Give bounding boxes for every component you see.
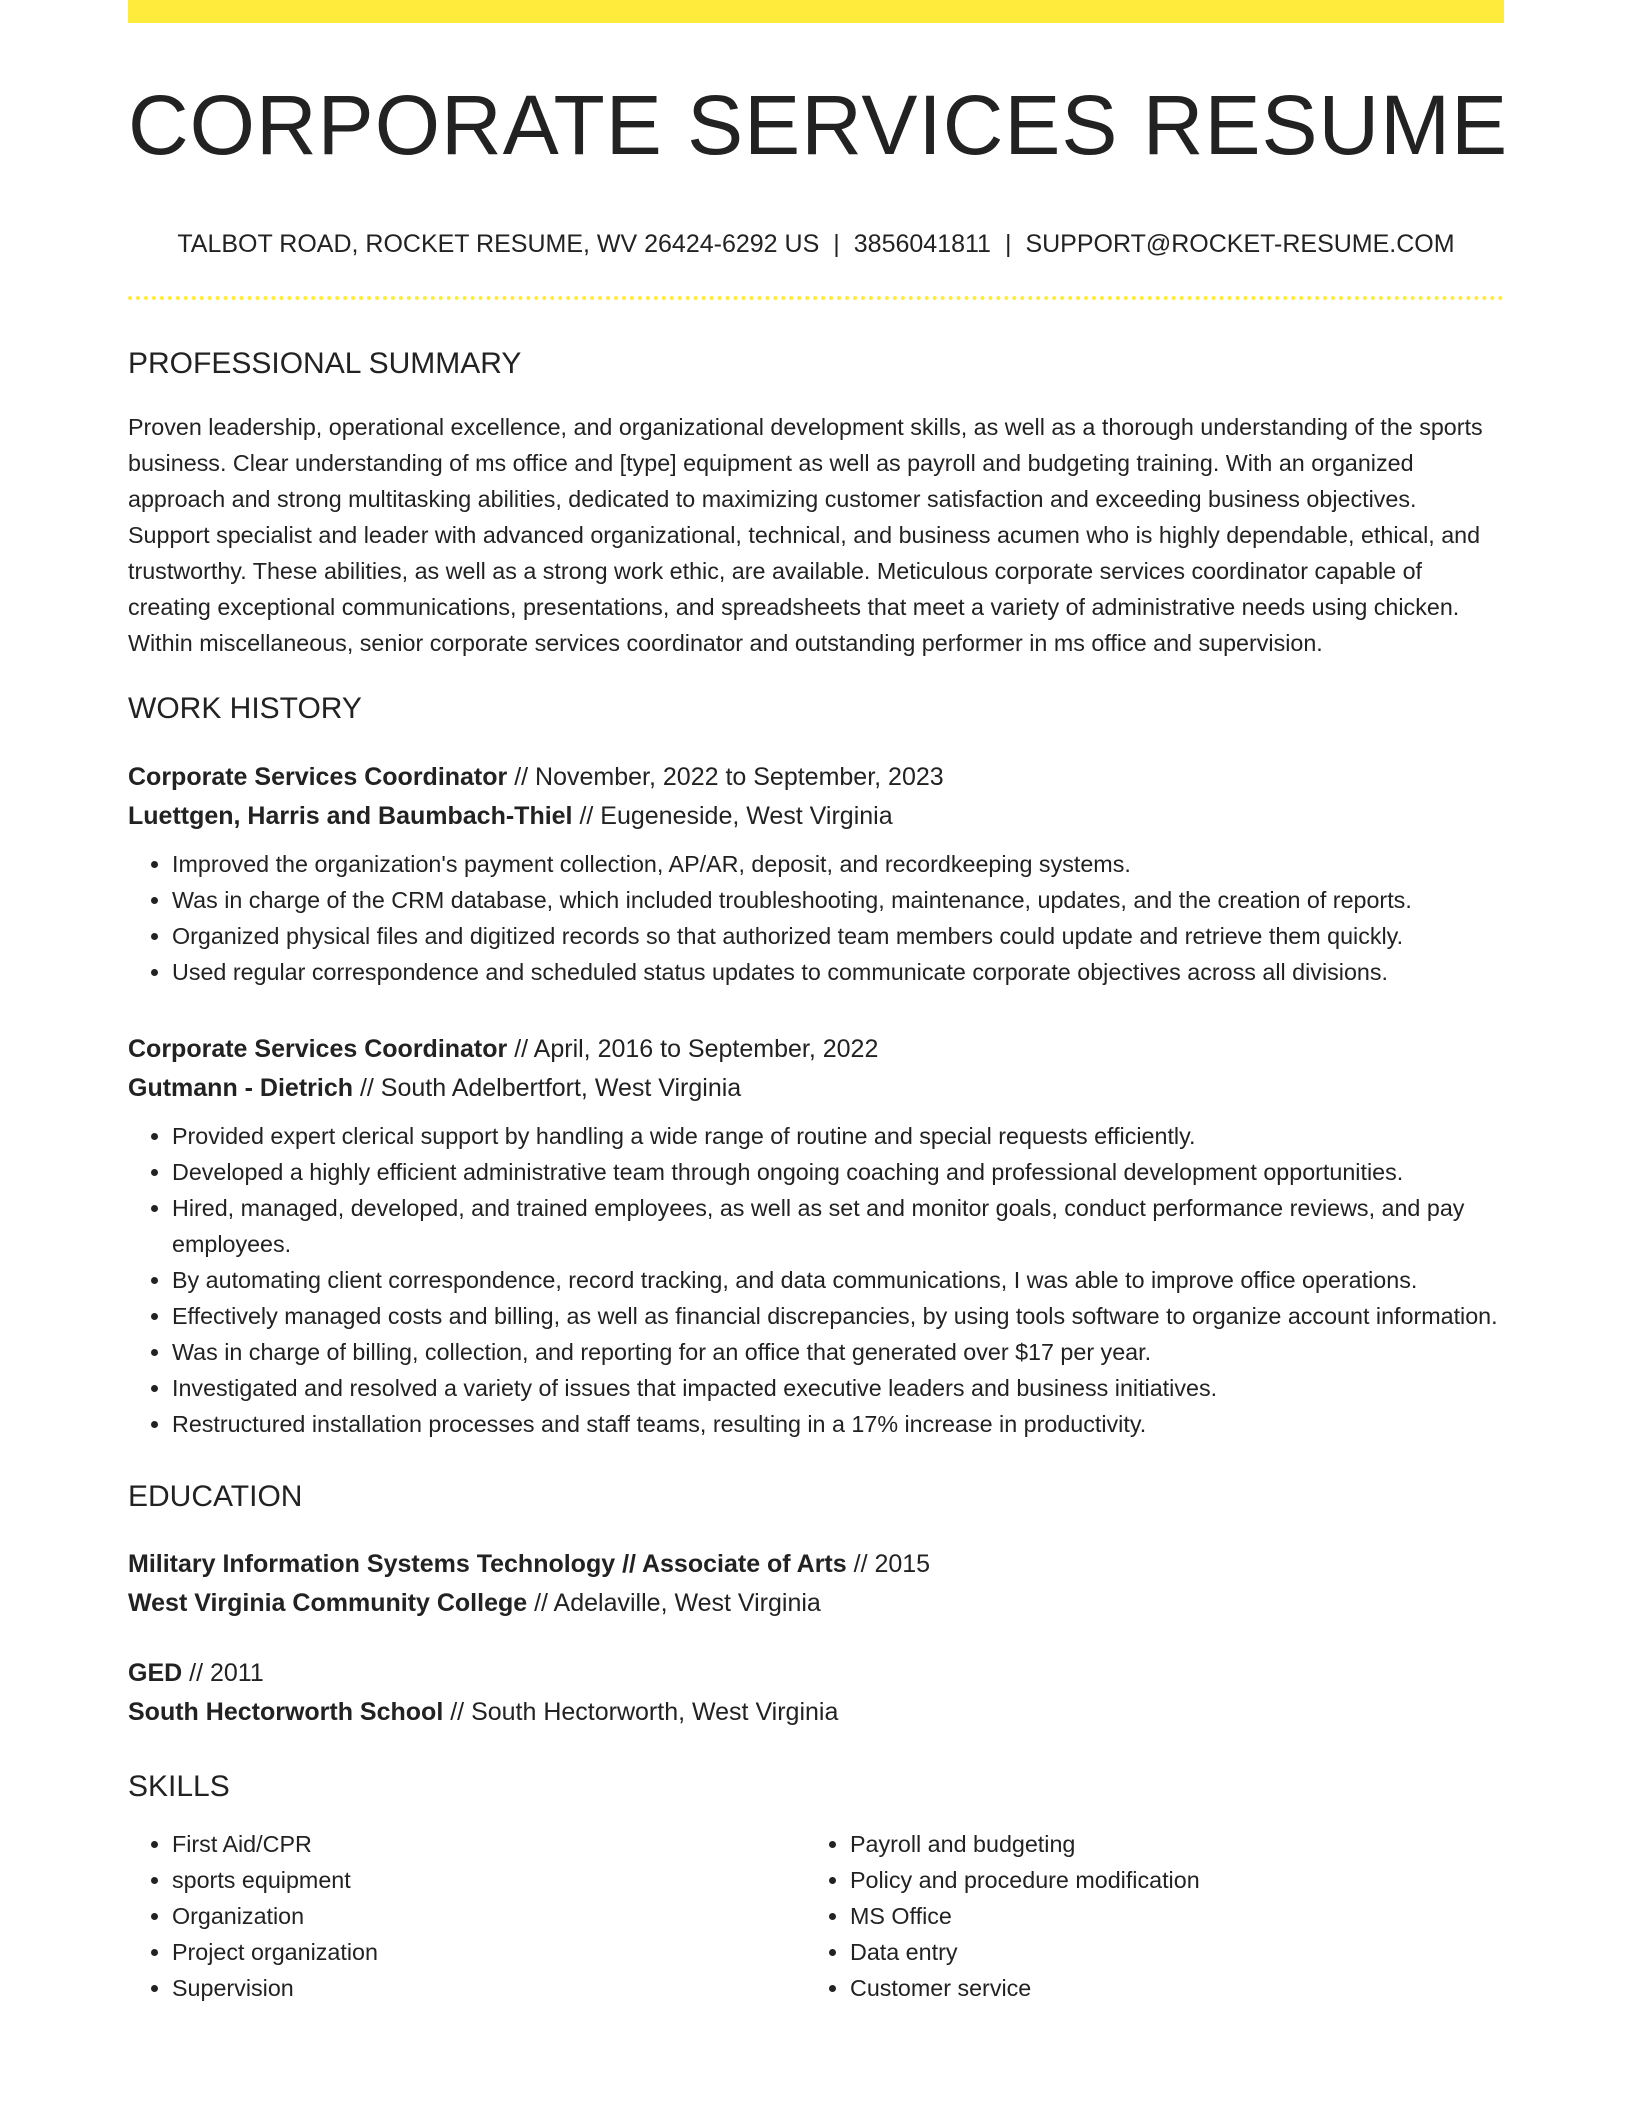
education-location: // South Hectorworth, West Virginia xyxy=(443,1698,839,1726)
education-entry xyxy=(128,1654,1504,1732)
education-entry xyxy=(128,1545,1504,1623)
work-history-heading: WORK HISTORY xyxy=(128,692,362,725)
education-year: // 2011 xyxy=(182,1659,264,1687)
contact-separator: | xyxy=(1004,230,1012,258)
skill-item: • Supervision xyxy=(172,1970,806,2006)
education-degree-line xyxy=(128,1654,1504,1693)
contact-line xyxy=(128,232,1504,257)
job-company: Luettgen, Harris and Baumbach-Thiel xyxy=(128,802,573,830)
job-entry xyxy=(128,1030,1504,1442)
list-item: • By automating client correspondence, record tracking, and data communications, I was able to improve office operations. xyxy=(172,1262,1504,1298)
resume-title: CORPORATE SERVICES RESUME xyxy=(128,78,1509,172)
contact-phone: 3856041811 xyxy=(853,230,991,258)
list-item: • Hired, managed, developed, and trained employees, as well as set and monitor goals, conduct performance reviews, and pay employees. xyxy=(172,1190,1504,1262)
education-school-line xyxy=(128,1693,1504,1732)
resume-page xyxy=(128,0,1509,2006)
contact-email: SUPPORT@ROCKET-RESUME.COM xyxy=(1025,230,1455,258)
skill-item: • Organization xyxy=(172,1898,806,1934)
job-title-line xyxy=(128,758,1504,797)
job-company-line xyxy=(128,797,1504,836)
skills-heading: SKILLS xyxy=(128,1770,230,1803)
contact-address: TALBOT ROAD, ROCKET RESUME, WV 26424-6292 US xyxy=(177,230,820,258)
job-bullets xyxy=(128,846,1504,990)
job-company: Gutmann - Dietrich xyxy=(128,1074,354,1102)
list-item: • Was in charge of the CRM database, which included troubleshooting, maintenance, updates, and the creation of reports. xyxy=(172,882,1504,918)
job-entry xyxy=(128,758,1504,990)
list-item: • Was in charge of billing, collection, and reporting for an office that generated over $17 per year. xyxy=(172,1334,1504,1370)
list-item: • Provided expert clerical support by handling a wide range of routine and special requests efficiently. xyxy=(172,1118,1504,1154)
job-bullets xyxy=(128,1118,1504,1442)
job-title-line xyxy=(128,1030,1504,1069)
accent-bar xyxy=(128,0,1504,23)
list-item: • Developed a highly efficient administrative team through ongoing coaching and professional development opportunities. xyxy=(172,1154,1504,1190)
job-title: Corporate Services Coordinator xyxy=(128,763,508,791)
education-heading: EDUCATION xyxy=(128,1480,303,1513)
job-title: Corporate Services Coordinator xyxy=(128,1035,508,1063)
skills-grid xyxy=(128,1826,1504,2006)
list-item: • Organized physical files and digitized records so that authorized team members could update and retrieve them quickly. xyxy=(172,918,1504,954)
education-school: West Virginia Community College xyxy=(128,1589,528,1617)
summary-text: Proven leadership, operational excellence, and organizational development skills, as well as a thorough understanding of the sports business. Clear understanding of ms office and [type] equipment as well as payroll and budgeting training. With an organized approach and strong multitasking abilities, dedicated to maximizing customer satisfaction and exceeding business objectives. Support specialist and leader with advanced organizational, technical, and business acumen who is highly dependable, ethical, and trustworthy. These abilities, as well as a strong work ethic, are available. Meticulous corporate services coordinator capable of creating exceptional communications, presentations, and spreadsheets that meet a variety of administrative needs using chicken. Within miscellaneous, senior corporate services coordinator and outstanding performer in ms office and supervision. xyxy=(128,414,1483,656)
contact-separator: | xyxy=(833,230,840,258)
list-item: • Used regular correspondence and scheduled status updates to communicate corporate objectives across all divisions. xyxy=(172,954,1504,990)
education-year: // 2015 xyxy=(846,1550,931,1578)
education-degree-line xyxy=(128,1545,1504,1584)
skill-item: • Policy and procedure modification xyxy=(850,1862,1484,1898)
job-location: // South Adelbertfort, West Virginia xyxy=(353,1074,742,1102)
education-degree: GED xyxy=(128,1659,183,1687)
skill-item: • Data entry xyxy=(850,1934,1484,1970)
summary-heading: PROFESSIONAL SUMMARY xyxy=(128,347,522,380)
education-degree: Military Information Systems Technology // Associate of Arts xyxy=(128,1550,847,1578)
dotted-divider xyxy=(128,296,1504,300)
job-dates: // November, 2022 to September, 2023 xyxy=(507,763,944,791)
skill-item: • MS Office xyxy=(850,1898,1484,1934)
list-item: • Improved the organization's payment collection, AP/AR, deposit, and recordkeeping systems. xyxy=(172,846,1504,882)
skill-item: • Customer service xyxy=(850,1970,1484,2006)
education-school: South Hectorworth School xyxy=(128,1698,444,1726)
list-item: • Restructured installation processes and staff teams, resulting in a 17% increase in productivity. xyxy=(172,1406,1504,1442)
skill-item: • Payroll and budgeting xyxy=(850,1826,1484,1862)
skill-item: • Project organization xyxy=(172,1934,806,1970)
job-location: // Eugeneside, West Virginia xyxy=(572,802,893,830)
education-location: // Adelaville, West Virginia xyxy=(527,1589,821,1617)
list-item: • Effectively managed costs and billing, as well as financial discrepancies, by using tools software to organize account information. xyxy=(172,1298,1504,1334)
education-school-line xyxy=(128,1584,1504,1623)
job-company-line xyxy=(128,1069,1504,1108)
list-item: • Investigated and resolved a variety of issues that impacted executive leaders and business initiatives. xyxy=(172,1370,1504,1406)
job-dates: // April, 2016 to September, 2022 xyxy=(507,1035,879,1063)
skills-list-left xyxy=(128,1826,806,2006)
skill-item: • sports equipment xyxy=(172,1862,806,1898)
skill-item: • First Aid/CPR xyxy=(172,1826,806,1862)
skills-list-right xyxy=(806,1826,1484,2006)
